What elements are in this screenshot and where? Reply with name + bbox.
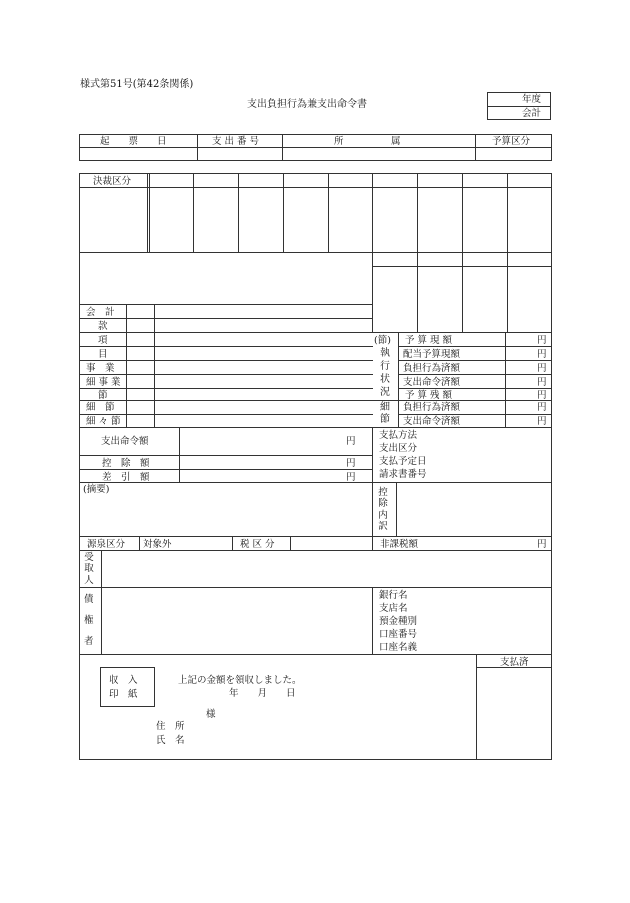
summary-label: (摘要) xyxy=(83,484,110,495)
net-label: 差 引 額 xyxy=(102,472,150,483)
receipt-text: 上記の金額を領収しました。 xyxy=(178,675,302,686)
kihyo-date-header: 起 票 日 xyxy=(100,136,167,147)
receipt-name-label: 氏 名 xyxy=(156,735,185,746)
deposit-type-label: 預金種別 xyxy=(379,616,418,627)
status-char-4: 況 xyxy=(380,387,390,398)
recipient-row xyxy=(79,550,552,588)
order-amount-label: 支出命令額 xyxy=(101,436,149,447)
form-number: 様式第51号(第42条関係) xyxy=(80,79,194,90)
budget-label-setsu: 節 xyxy=(98,390,108,401)
approval-category-label: 決裁区分 xyxy=(93,176,132,187)
bank-name-label: 銀行名 xyxy=(379,590,408,601)
branch-name-label: 支店名 xyxy=(379,603,408,614)
account-holder-label: 口座名義 xyxy=(379,642,418,653)
budget-label-ko: 項 xyxy=(98,335,108,346)
paid-label: 支払済 xyxy=(500,657,529,668)
gensen-category-label: 源泉区分 xyxy=(87,539,126,550)
budget-label-kan: 款 xyxy=(98,321,108,332)
year-label: 年度 xyxy=(522,94,542,105)
status-row-sub-order-done: 支出命令済額 xyxy=(403,416,461,427)
status-char-1: 執 xyxy=(380,348,390,359)
order-amount-yen: 円 xyxy=(346,436,356,447)
revenue-stamp-line2: 印 紙 xyxy=(109,689,138,700)
expenditure-number-header: 支 出 番 号 xyxy=(212,136,260,147)
creditor-char-3: 者 xyxy=(84,636,94,647)
creditor-char-2: 権 xyxy=(84,615,94,626)
creditor-row xyxy=(79,587,552,655)
deduction-yen: 円 xyxy=(346,458,356,469)
budget-label-jigyo: 事 業 xyxy=(86,363,115,374)
receipt-sama: 様 xyxy=(206,709,216,720)
yen-5: 円 xyxy=(537,390,547,401)
revenue-stamp-box xyxy=(100,667,155,707)
budget-label-moku: 目 xyxy=(98,349,108,360)
yen-3: 円 xyxy=(537,363,547,374)
net-yen: 円 xyxy=(346,472,356,483)
yen-4: 円 xyxy=(537,377,547,388)
tax-exempt-label: 非課税額 xyxy=(380,539,419,550)
status-char-3: 状 xyxy=(380,374,390,385)
form-title: 支出負担行為兼支出命令書 xyxy=(247,99,367,110)
deduction-detail-label: 控除内訳 xyxy=(378,487,388,533)
status-row-order-done: 支出命令済額 xyxy=(403,377,461,388)
payment-date-label: 支払予定日 xyxy=(379,456,427,467)
yen-1: 円 xyxy=(537,335,547,346)
yen-7: 円 xyxy=(537,416,547,427)
revenue-stamp-line1: 収 入 xyxy=(109,675,138,686)
status-row-budget-current: 予 算 現 額 xyxy=(405,335,453,346)
receipt-date: 年 月 日 xyxy=(229,688,296,699)
status-row-burden-done: 負担行為済額 xyxy=(403,363,461,374)
status-row-sub-burden-done: 負担行為済額 xyxy=(403,402,461,413)
receipt-address-label: 住 所 xyxy=(156,721,185,732)
payment-category-label: 支出区分 xyxy=(379,443,418,454)
creditor-char-1: 債 xyxy=(84,594,94,605)
tax-category-label: 税 区 分 xyxy=(240,539,275,550)
recipient-label: 受取人 xyxy=(84,552,94,586)
yen-2: 円 xyxy=(537,349,547,360)
budget-category-header: 予算区分 xyxy=(492,136,531,147)
tax-exempt-yen: 円 xyxy=(537,539,547,550)
summary-table xyxy=(79,482,552,537)
saisetsu-char-2: 節 xyxy=(380,414,390,425)
setsu-label: (節) xyxy=(374,335,391,346)
not-applicable-label: 対象外 xyxy=(143,539,172,550)
status-row-allocated-current: 配当予算現額 xyxy=(403,349,461,360)
department-header: 所 属 xyxy=(334,136,401,147)
account-number-label: 口座番号 xyxy=(379,629,418,640)
payment-method-label: 支払方法 xyxy=(379,430,418,441)
budget-label-saisetsu: 細 節 xyxy=(86,402,115,413)
status-char-2: 行 xyxy=(380,361,390,372)
status-row-budget-remaining: 予 算 残 額 xyxy=(405,390,453,401)
saisetsu-char-1: 細 xyxy=(380,402,390,413)
account-label: 会計 xyxy=(522,108,542,119)
budget-label-saisaisetsu: 細 々 節 xyxy=(86,416,121,427)
invoice-number-label: 請求書番号 xyxy=(379,469,427,480)
budget-label-saijigyo: 細 事 業 xyxy=(86,377,121,388)
deduction-label: 控 除 額 xyxy=(102,458,150,469)
budget-label-kaikei: 会 計 xyxy=(86,307,115,318)
yen-6: 円 xyxy=(537,402,547,413)
